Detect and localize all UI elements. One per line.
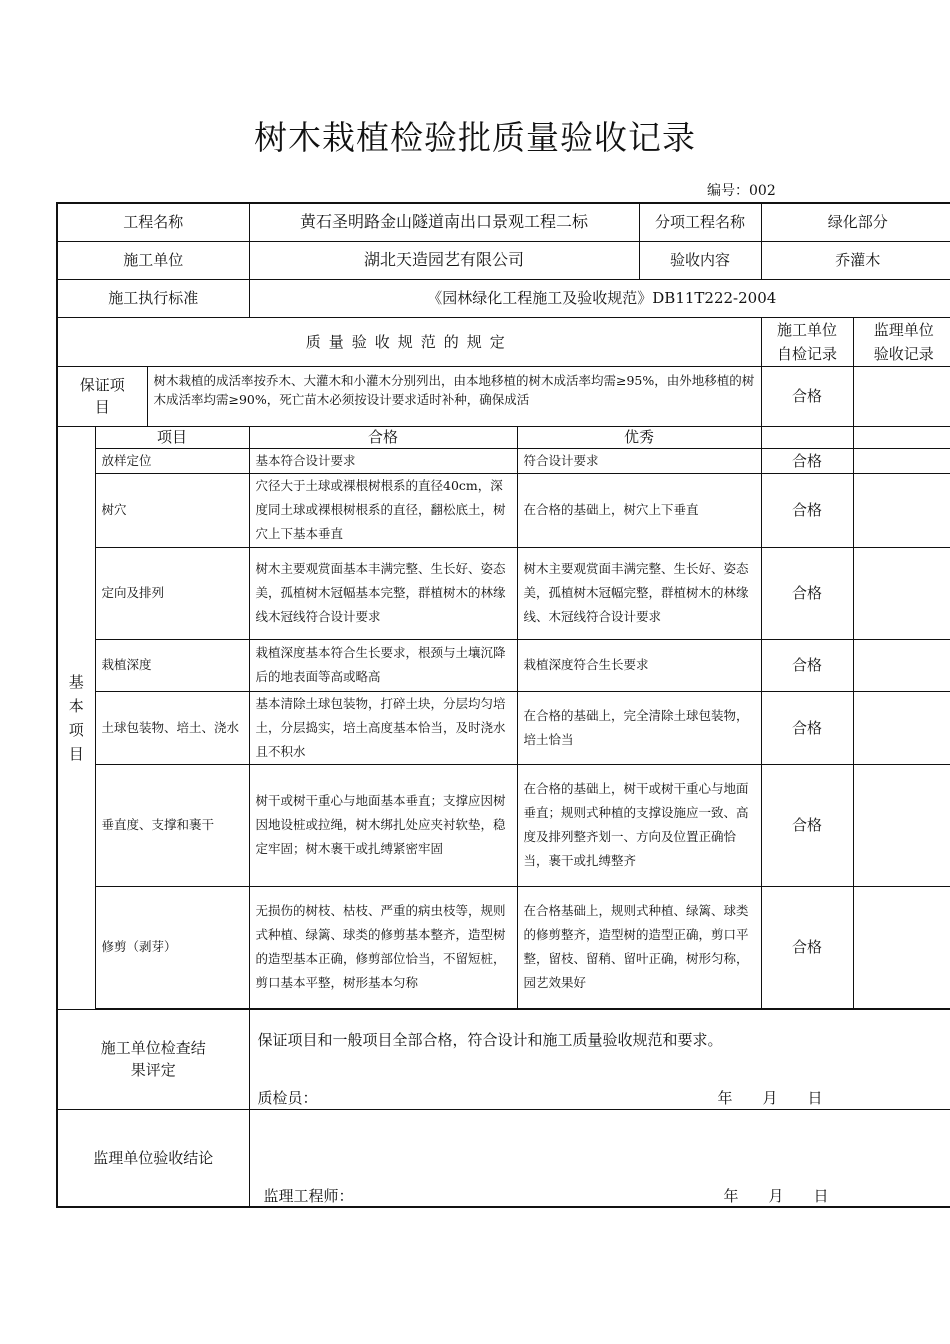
guarantee-result: 合格	[761, 366, 853, 426]
item-name: 土球包装物、培土、浇水	[95, 691, 249, 764]
document-code: 编号：002	[707, 183, 776, 199]
guarantee-label: 保证项目	[57, 366, 147, 426]
item-self-check-result: 合格	[761, 691, 853, 764]
contractor-date: 年 月 日	[717, 1088, 823, 1107]
contractor-label: 施工单位	[57, 241, 249, 279]
basic-items-label: 基本项目	[57, 426, 95, 1009]
item-pass-criteria: 基本符合设计要求	[249, 448, 517, 473]
project-name-label: 工程名称	[57, 203, 249, 241]
standard-label: 施工执行标准	[57, 279, 249, 317]
item-supervisor-cell	[853, 886, 950, 1008]
contractor-conclusion-cell	[249, 1009, 950, 1109]
item-excellent-criteria: 在合格基础上，规则式种植、绿篱、球类的修剪整齐，造型树的造型正确，剪口平整，留枝、留稍、留叶正确，树形匀称，园艺效果好	[517, 886, 761, 1008]
item-excellent-criteria: 符合设计要求	[517, 448, 761, 473]
item-self-check-result: 合格	[761, 764, 853, 886]
col-excellent-header: 优秀	[517, 426, 761, 448]
header-supervisor-cell	[853, 426, 950, 448]
item-excellent-criteria: 在合格的基础上，树干或树干重心与地面垂直；规则式种植的支撑设施应一致、高度及排列整齐划一、方向及位置正确恰当，裹干或扎缚整齐	[517, 764, 761, 886]
item-pass-criteria: 树木主要观赏面基本丰满完整、生长好、姿态美，孤植树木冠幅基本完整，群植树木的林缘线木冠线符合设计要求	[249, 547, 517, 639]
project-name-value: 黄石圣明路金山隧道南出口景观工程二标	[249, 203, 639, 241]
item-excellent-criteria: 在合格的基础上，完全清除土球包装物，培土恰当	[517, 691, 761, 764]
col-pass-header: 合格	[249, 426, 517, 448]
guarantee-text: 树木栽植的成活率按乔木、大灌木和小灌木分别列出，由本地移植的树木成活率均需≥95%，由外地移植的树木成活率均需≥90%，死亡苗木必须按设计要求适时补种，确保成活	[147, 366, 761, 426]
inspection-table	[56, 202, 950, 1208]
item-supervisor-cell	[853, 448, 950, 473]
supervisor-check-label: 监理单位验收记录	[853, 317, 950, 366]
sub-project-label: 分项工程名称	[639, 203, 761, 241]
item-self-check-result: 合格	[761, 547, 853, 639]
item-pass-criteria: 基本清除土球包装物，打碎土块，分层均匀培土，分层捣实，培土高度基本恰当，及时浇水且不积水	[249, 691, 517, 764]
supervisor-date: 年 月 日	[723, 1186, 829, 1205]
contractor-conclusion-text: 保证项目和一般项目全部合格，符合设计和施工质量验收规范和要求。	[257, 1030, 723, 1049]
supervisor-conclusion-label: 监理单位验收结论	[57, 1109, 249, 1207]
item-self-check-result: 合格	[761, 448, 853, 473]
content-label: 验收内容	[639, 241, 761, 279]
spec-heading: 质量验收规范的规定	[57, 317, 761, 366]
content-value: 乔灌木	[761, 241, 950, 279]
standard-value: 《园林绿化工程施工及验收规范》DB11T222-2004	[249, 279, 950, 317]
document-title: 树木栽植检验批质量验收记录	[254, 118, 696, 157]
guarantee-supervisor-cell	[853, 366, 950, 426]
item-self-check-result: 合格	[761, 473, 853, 547]
item-pass-criteria: 树干或树干重心与地面基本垂直；支撑应因树因地设桩或拉绳，树木绑扎处应夹衬软垫，稳定牢固；树木裹干或扎缚紧密牢固	[249, 764, 517, 886]
item-supervisor-cell	[853, 691, 950, 764]
item-name: 定向及排列	[95, 547, 249, 639]
item-self-check-result: 合格	[761, 639, 853, 691]
contractor-value: 湖北天造园艺有限公司	[249, 241, 639, 279]
item-supervisor-cell	[853, 547, 950, 639]
item-name: 栽植深度	[95, 639, 249, 691]
item-pass-criteria: 无损伤的树枝、枯枝、严重的病虫枝等，规则式种植、绿篱、球类的修剪基本整齐，造型树的造型基本正确，修剪部位恰当，不留短桩，剪口基本平整，树形基本匀称	[249, 886, 517, 1008]
item-pass-criteria: 穴径大于土球或裸根树根系的直径40cm，深度同土球或裸根树根系的直径，翻松底土，树穴上下基本垂直	[249, 473, 517, 547]
contractor-conclusion-label: 施工单位检查结果评定	[57, 1009, 249, 1109]
item-name: 垂直度、支撑和裹干	[95, 764, 249, 886]
item-supervisor-cell	[853, 473, 950, 547]
item-self-check-result: 合格	[761, 886, 853, 1008]
item-name: 放样定位	[95, 448, 249, 473]
sub-project-value: 绿化部分	[761, 203, 950, 241]
inspector-label: 质检员：	[257, 1088, 318, 1107]
item-supervisor-cell	[853, 639, 950, 691]
item-excellent-criteria: 栽植深度符合生长要求	[517, 639, 761, 691]
item-excellent-criteria: 在合格的基础上，树穴上下垂直	[517, 473, 761, 547]
header-self-check-cell	[761, 426, 853, 448]
supervisor-conclusion-cell	[249, 1109, 950, 1207]
item-excellent-criteria: 树木主要观赏面丰满完整、生长好、姿态美，孤植树木冠幅完整，群植树木的林缘线、木冠线符合设计要求	[517, 547, 761, 639]
col-item-header: 项目	[95, 426, 249, 448]
item-name: 树穴	[95, 473, 249, 547]
engineer-label: 监理工程师：	[263, 1186, 354, 1205]
item-pass-criteria: 栽植深度基本符合生长要求，根颈与土壤沉降后的地表面等高或略高	[249, 639, 517, 691]
item-supervisor-cell	[853, 764, 950, 886]
item-name: 修剪（剥芽）	[95, 886, 249, 1008]
self-check-label: 施工单位自检记录	[761, 317, 853, 366]
